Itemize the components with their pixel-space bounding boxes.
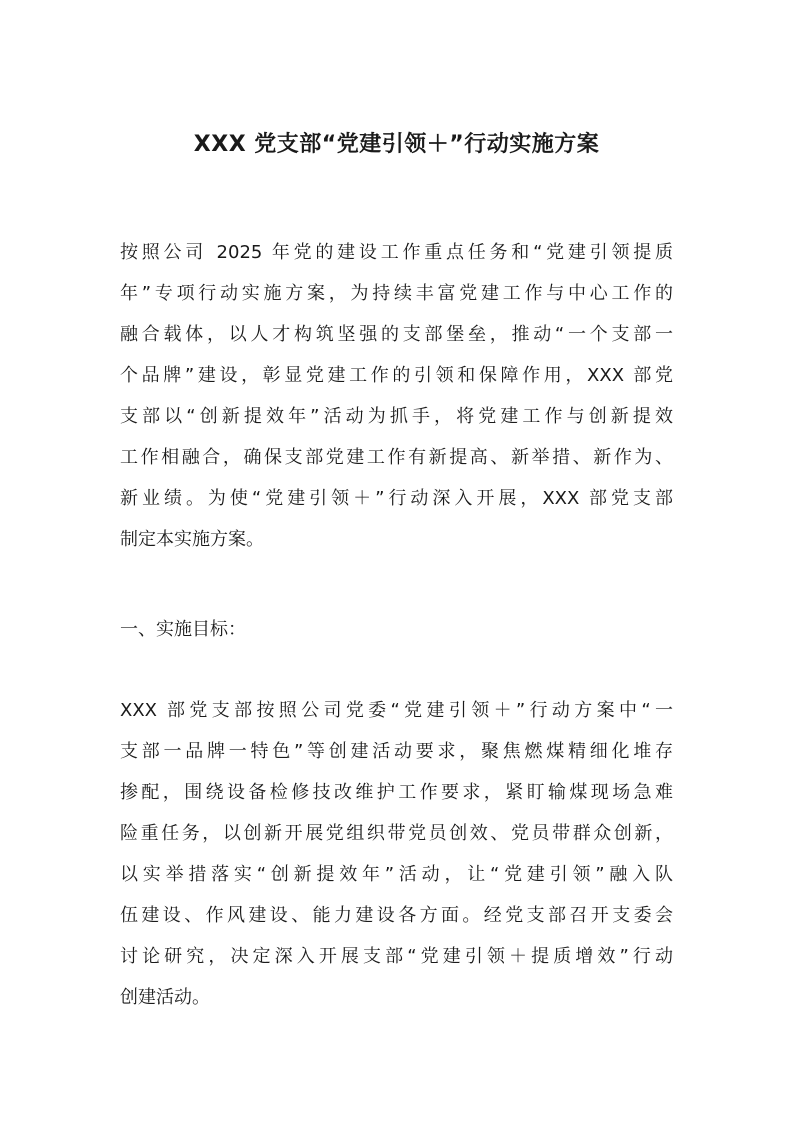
objectives-line: 讨论研究，决定深入开展支部“党建引领＋提质增效”行动 <box>120 946 673 967</box>
objectives-line: 险重任务，以创新开展党组织带党员创效、党员带群众创新， <box>120 823 673 844</box>
intro-line: 年”专项行动实施方案，为持续丰富党建工作与中心工作的 <box>120 283 673 304</box>
objectives-line: 支部一品牌一特色”等创建活动要求，聚焦燃煤精细化堆存 <box>120 741 673 762</box>
objectives-line: 伍建设、作风建设、能力建设各方面。经党支部召开支委会 <box>120 905 673 926</box>
objectives-line: 以实举措落实“创新提效年”活动，让“党建引领”融入队 <box>120 864 673 885</box>
section-heading-objectives <box>120 609 673 650</box>
objectives-paragraph <box>120 690 673 1018</box>
intro-line: 融合载体，以人才构筑坚强的支部堡垒，推动“一个支部一 <box>120 324 673 345</box>
intro-line: 个品牌”建设，彰显党建工作的引领和保障作用，XXX 部党 <box>120 365 673 386</box>
objectives-line: 创建活动。 <box>120 987 210 1008</box>
intro-line: 制定本实施方案。 <box>120 529 264 550</box>
objectives-line: 掺配，围绕设备检修技改维护工作要求，紧盯输煤现场急难 <box>120 782 673 803</box>
intro-line: 新业绩。为使“党建引领＋”行动深入开展，XXX 部党支部 <box>120 488 673 509</box>
intro-line: 按照公司 2025 年党的建设工作重点任务和“党建引领提质 <box>120 242 673 263</box>
document-title: XXX 党支部“党建引领＋”行动实施方案 <box>193 132 600 157</box>
objectives-line: XXX 部党支部按照公司党委“党建引领＋”行动方案中“一 <box>120 700 673 721</box>
intro-line: 工作相融合，确保支部党建工作有新提高、新举措、新作为、 <box>120 447 673 468</box>
section-heading-text: 一、实施目标： <box>120 619 246 640</box>
intro-line: 支部以“创新提效年”活动为抓手，将党建工作与创新提效 <box>120 406 673 427</box>
intro-paragraph <box>120 232 673 560</box>
